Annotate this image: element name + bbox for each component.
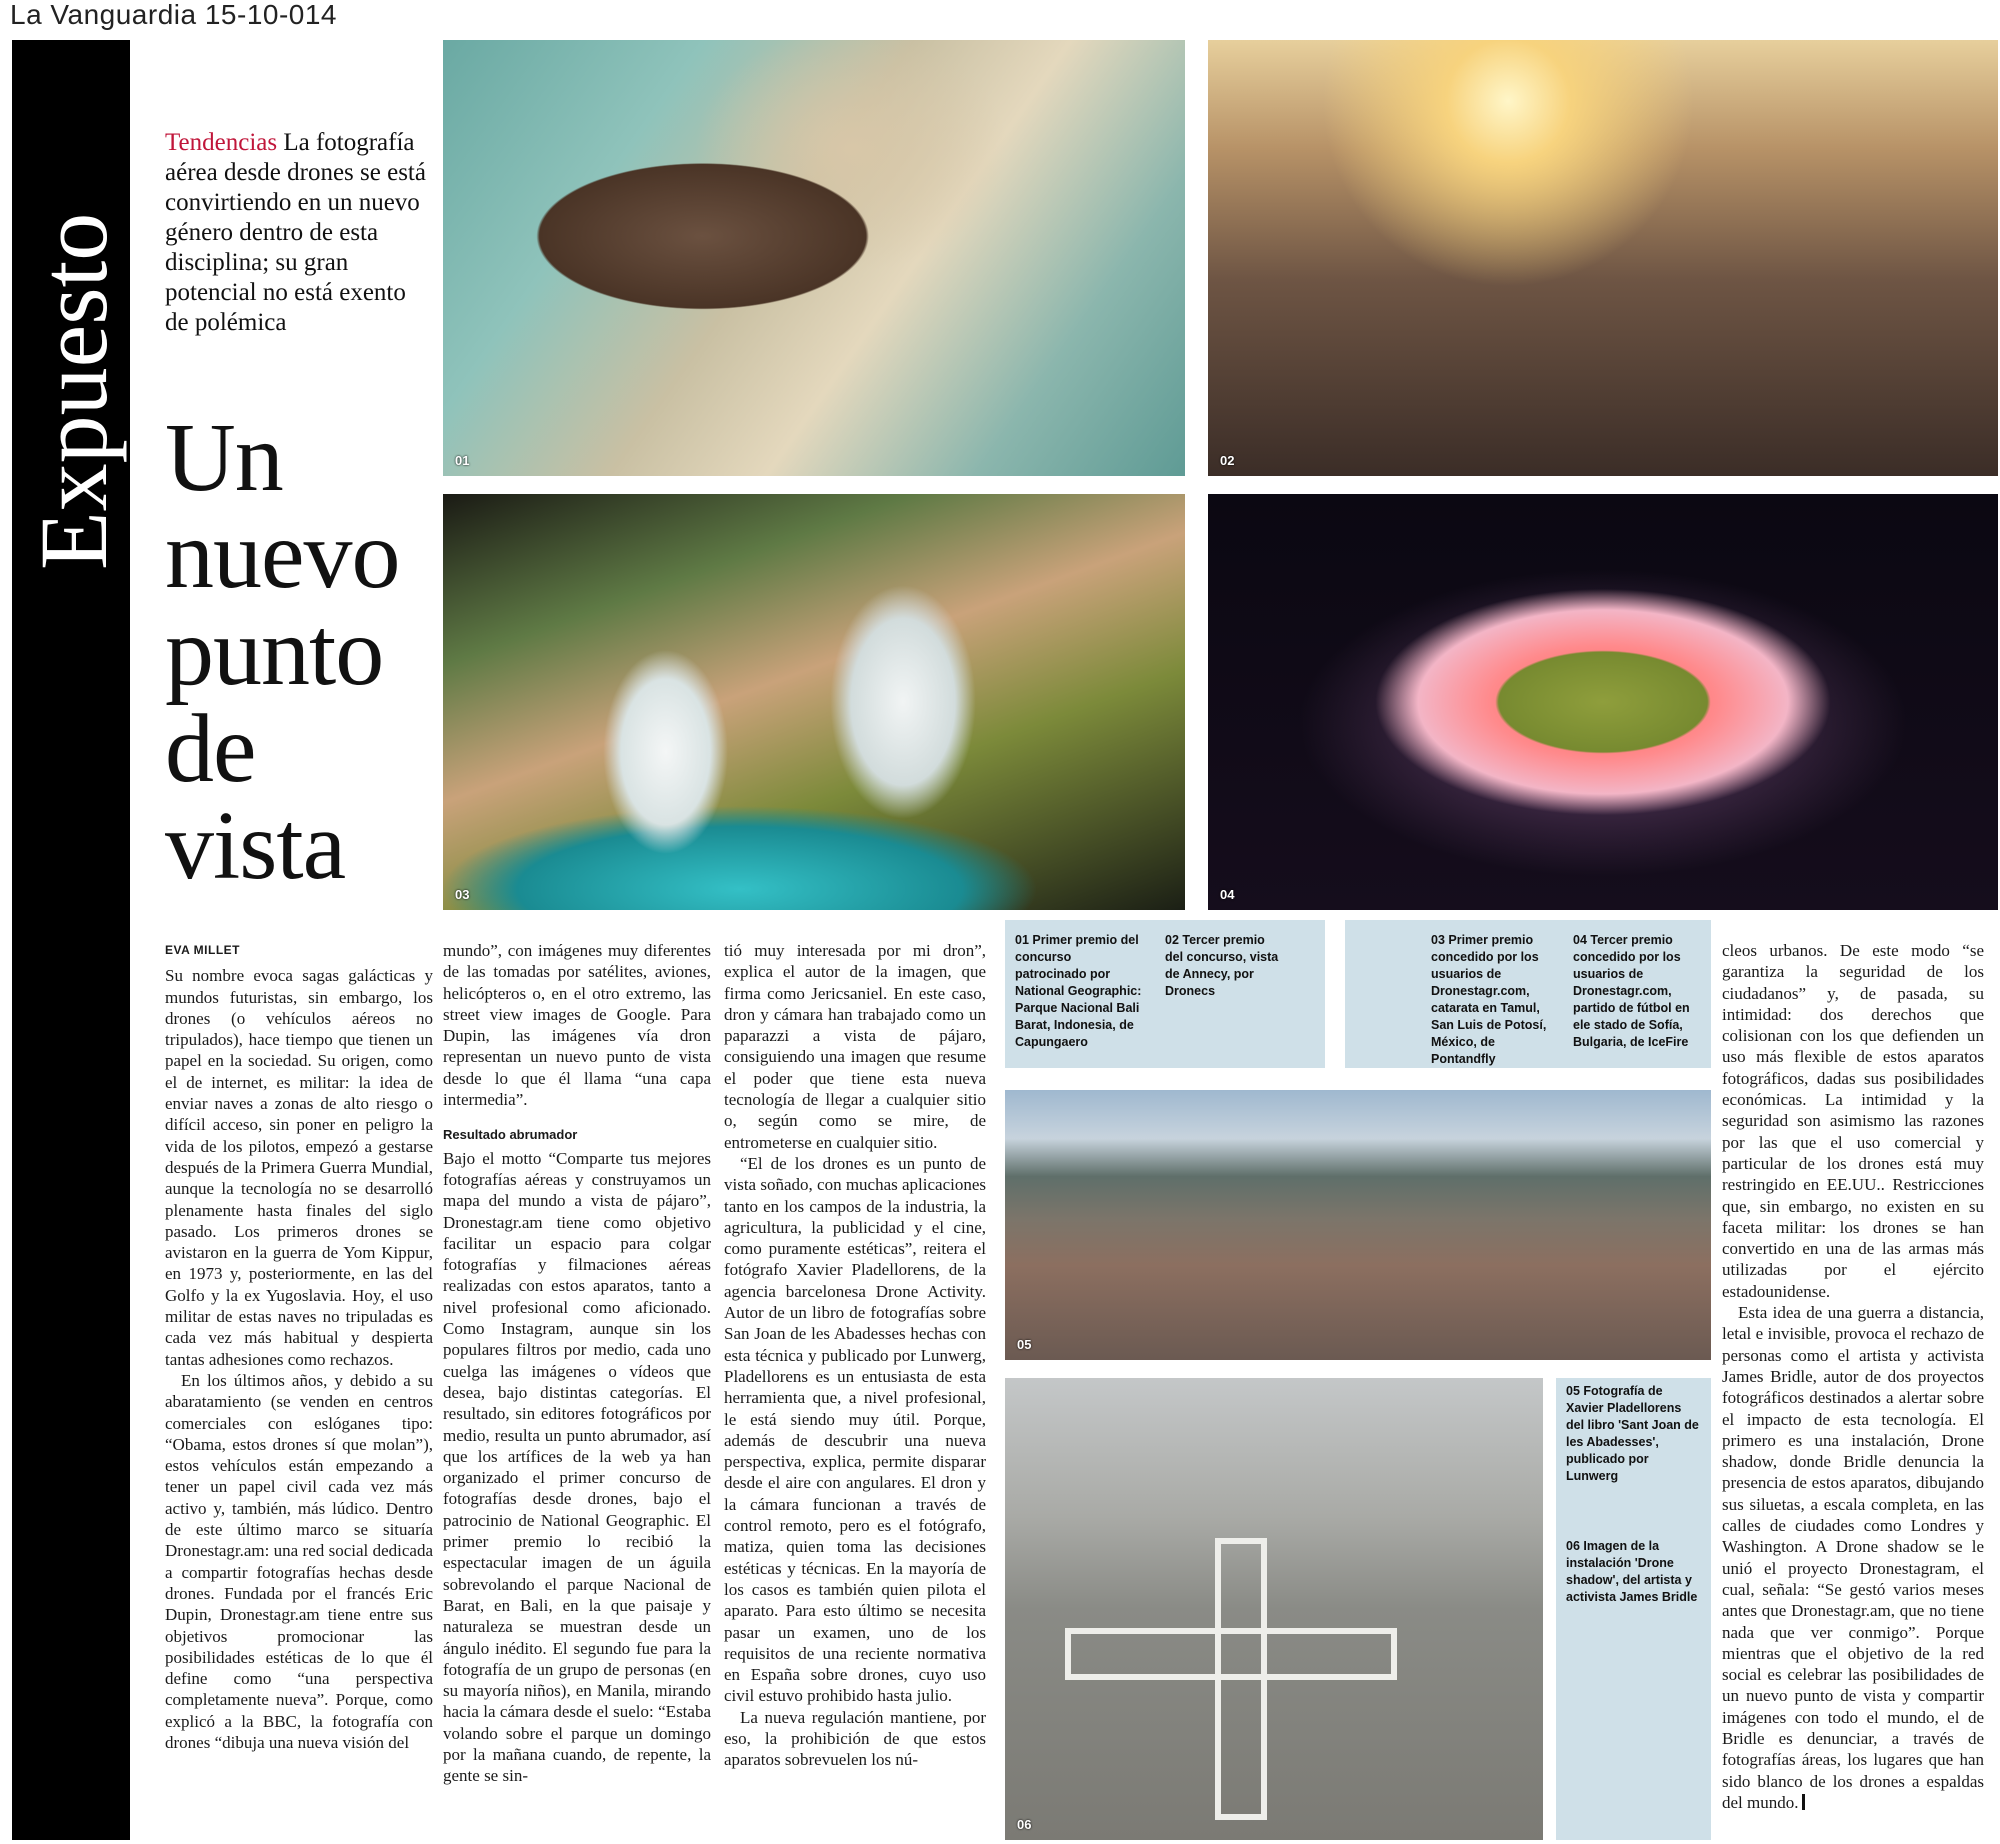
caption-03: 03 Primer premio concedido por los usuarios de Dronestagr.com, catarata en Tamul, San Luis de Potosí, México, de Pontandfly — [1431, 933, 1547, 1066]
caption-04: 04 Tercer premio concedido por los usuarios de Dronestagr.com, partido de fútbol en ele stado de Sofía, Bulgaria, de IceFire — [1573, 933, 1690, 1049]
photo-number: 03 — [455, 887, 470, 902]
photo-waterfall — [443, 494, 1185, 910]
headline: Un nuevo punto de vista — [165, 404, 400, 900]
body-paragraph: Su nombre evoca sagas galácticas y mundos futuristas, sin embargo, los drones (o vehículos aéreos no tripulados), hace tiempo que tienen un papel en la sociedad. Su origen, como el de internet, es militar: la idea de enviar naves a zonas de alto riesgo o difícil acceso, sin poner en peligro la vida de los pilotos, empezó a gestarse después de la Primera Guerra Mundial, aunque la tecnología no se desarrolló plenamente hasta finales del siglo pasado. Los primeros drones se avistaron en la guerra de Yom Kippur, en 1973 y, posteriormente, en las del Golfo y la ex Yugoslavia. Hoy, el uso militar de estas naves no tripuladas es cada vez más habitual y despierta tantas adhesiones como rechazos. — [165, 966, 433, 1369]
caption-box-side — [1556, 1378, 1711, 1840]
section-label: Expuesto — [20, 212, 127, 570]
byline: EVA MILLET — [165, 943, 240, 957]
caption-box-top-left — [1005, 920, 1325, 1068]
body-paragraph: En los últimos años, y debido a su abaratamiento (se venden en centros comerciales con eslóganes tipo: “Obama, estos drones sí que molan”), estos vehículos están empezando a tener un papel civil cada vez más activo y, también, más lúdico. Dentro de este último marco se situaría Dronestagr.am: una red social dedicada a compartir fotografías hechas desde drones. Fundada por el francés Eric Dupin, Dronestagr.am tiene entre sus objetivos promocionar las posibilidades estéticas de lo que él define como “una perspectiva completamente nueva”. Porque, como explicó a la BBC, la fotografía con drones “dibuja una nueva visión del — [165, 1370, 433, 1752]
photo-stadium — [1208, 494, 1998, 910]
masthead: La Vanguardia 15-10-014 — [10, 0, 338, 30]
deck-kicker: Tendencias — [165, 129, 278, 156]
photo-number: 06 — [1017, 1817, 1032, 1832]
end-mark — [1802, 1794, 1805, 1810]
photo-number: 04 — [1220, 887, 1235, 902]
body-column-1 — [165, 940, 433, 1753]
photo-number: 05 — [1017, 1337, 1032, 1352]
body-paragraph: tió muy interesada por mi dron”, explica el autor de la imagen, que firma como Jericsaniel. En este caso, dron y cámara han trabajado como un paparazzi a vista de pájaro, consiguiendo una imagen que resume el poder que tiene esta nueva tecnología de llegar a cualquier sitio o, según como se mire, de entrometerse en cualquier sitio. — [724, 941, 986, 1152]
caption-01: 01 Primer premio del concurso patrocinado por National Geographic: Parque Nacional Bali Barat, Indonesia, de Capungaero — [1015, 933, 1142, 1049]
photo-drone-shadow — [1005, 1378, 1543, 1840]
deck — [165, 128, 435, 338]
drone-shadow-outline — [1215, 1538, 1267, 1820]
body-paragraph: mundo”, con imágenes muy diferentes de las tomadas por satélites, aviones, helicópteros o, en el otro extremo, las street view images de Google. Para Dupin, las imágenes vía dron representan un nuevo punto de vista desde lo que él llama “una capa intermedia”. — [443, 941, 711, 1110]
section-bar — [12, 40, 130, 1840]
caption-05: 05 Fotografía de Xavier Pladellorens del libro 'Sant Joan de les Abadesses', publicado por Lunwerg — [1566, 1384, 1699, 1483]
photo-annecy — [1208, 40, 1998, 476]
body-paragraph: La nueva regulación mantiene, por eso, la prohibición de que estos aparatos sobrevuelen los nú- — [724, 1707, 986, 1770]
caption-box-top-right — [1345, 920, 1711, 1068]
body-column-4 — [1722, 940, 1984, 1813]
photo-number: 02 — [1220, 453, 1235, 468]
body-column-3 — [724, 940, 986, 1771]
photo-town — [1005, 1090, 1711, 1360]
body-paragraph: cleos urbanos. De este modo “se garantiza la seguridad de los ciudadanos” y, de pasada, su intimidad: dos derechos que colisionan con los que defienden un uso más flexible de estos aparatos fotográficos, dadas sus posibilidades económicas. La intimidad y la seguridad son asimismo las razones por las que el uso comercial y particular de los drones está muy restringido en EE.UU.. Restricciones que, sin embargo, no existen en su faceta militar: los drones se han convertido en una de las armas más utilizadas por el ejército estadounidense. — [1722, 941, 1984, 1301]
body-paragraph — [1722, 1302, 1984, 1813]
caption-02: 02 Tercer premio del concurso, vista de Annecy, por Dronecs — [1165, 933, 1279, 998]
deck-text: La fotografía aérea desde drones se está convirtiendo en un nuevo género dentro de esta disciplina; su gran potencial no está exento de polémica — [165, 129, 426, 336]
photo-number: 01 — [455, 453, 470, 468]
body-paragraph-text: Esta idea de una guerra a distancia, letal e invisible, provoca el rechazo de personas como el artista y activista James Bridle, autor de dos proyectos fotográficos destinados a alertar sobre el impacto de esta tecnología. El primero es una instalación, Drone shadow, donde Bridle denuncia la presencia de estos aparatos, dibujando sus siluetas, a escala completa, en las calles de ciudades como Londres y Washington. A Drone shadow se le unió el proyecto Dronestagram, el cual, señala: “Se gestó varios meses antes que Dronestagr.am, que no tiene nada que ver conmigo”. Porque mientras que el objetivo de la red social es celebrar las posibilidades de un nuevo punto de vista y compartir imágenes con todo el mundo, el de Bridle es denunciar, a través de fotografías áreas, los lugares que han sido blanco de los drones a espaldas del mundo. — [1722, 1303, 1984, 1812]
subhead: Resultado abrumador — [443, 1127, 578, 1143]
body-paragraph: “El de los drones es un punto de vista soñado, con muchas aplicaciones tanto en los campos de la industria, la agricultura, la publicidad y el cine, como puramente estéticas”, reitera el fotógrafo Xavier Pladellorens, de la agencia barcelonesa Drone Activity. Autor de un libro de fotografías sobre San Joan de les Abadesses hechas con esta técnica y publicado por Lunwerg, Pladellorens es un entusiasta de esta herramienta que, a nivel profesional, le está siendo muy útil. Porque, además de descubrir una nueva perspectiva, explica, permite disparar desde el aire con angulares. El dron y la cámara funcionan a través de control remoto, pero es el fotógrafo, matiza, quien toma las decisiones estéticas y técnicas. En la mayoría de los casos es también quien pilota el aparato. Para esto último se necesita pasar un examen, uno de los requisitos de una reciente normativa en España sobre drones, cuyo uso civil estuvo prohibido hasta julio. — [724, 1153, 987, 1706]
body-paragraph: Bajo el motto “Comparte tus mejores fotografías aéreas y construyamos un mapa del mundo a vista de pájaro”, Dronestagr.am tiene como objetivo facilitar un espacio para colgar fotografías y filmaciones aéreas realizadas con estos aparatos, tanto a nivel profesional como aficionado. Como Instagram, aunque sin los populares filtros por medio, cada uno cuelga las imágenes o vídeos que desea, bajo distintas categorías. El resultado, sin editores fotográficos por medio, resulta un punto abrumador, así que los artífices de la web ya han organizado el primer concurso de fotografías desde drones, bajo el patrocinio de National Geographic. El primer premio lo recibió la espectacular imagen de un águila sobrevolando el parque Nacional de Barat, en Bali, en la que paisaje y naturaleza se muestran desde un ángulo inédito. El segundo fue para la fotografía de un grupo de personas (en su mayoría niños), en Manila, mirando hacia la cámara desde el suelo: “Estaba volando sobre el parque un domingo por la mañana cuando, de repente, la gente se sin- — [443, 1148, 711, 1786]
body-column-2 — [443, 940, 711, 1787]
caption-06: 06 Imagen de la instalación 'Drone shadow', del artista y activista James Bridle — [1566, 1539, 1698, 1604]
photo-eagle — [443, 40, 1185, 476]
